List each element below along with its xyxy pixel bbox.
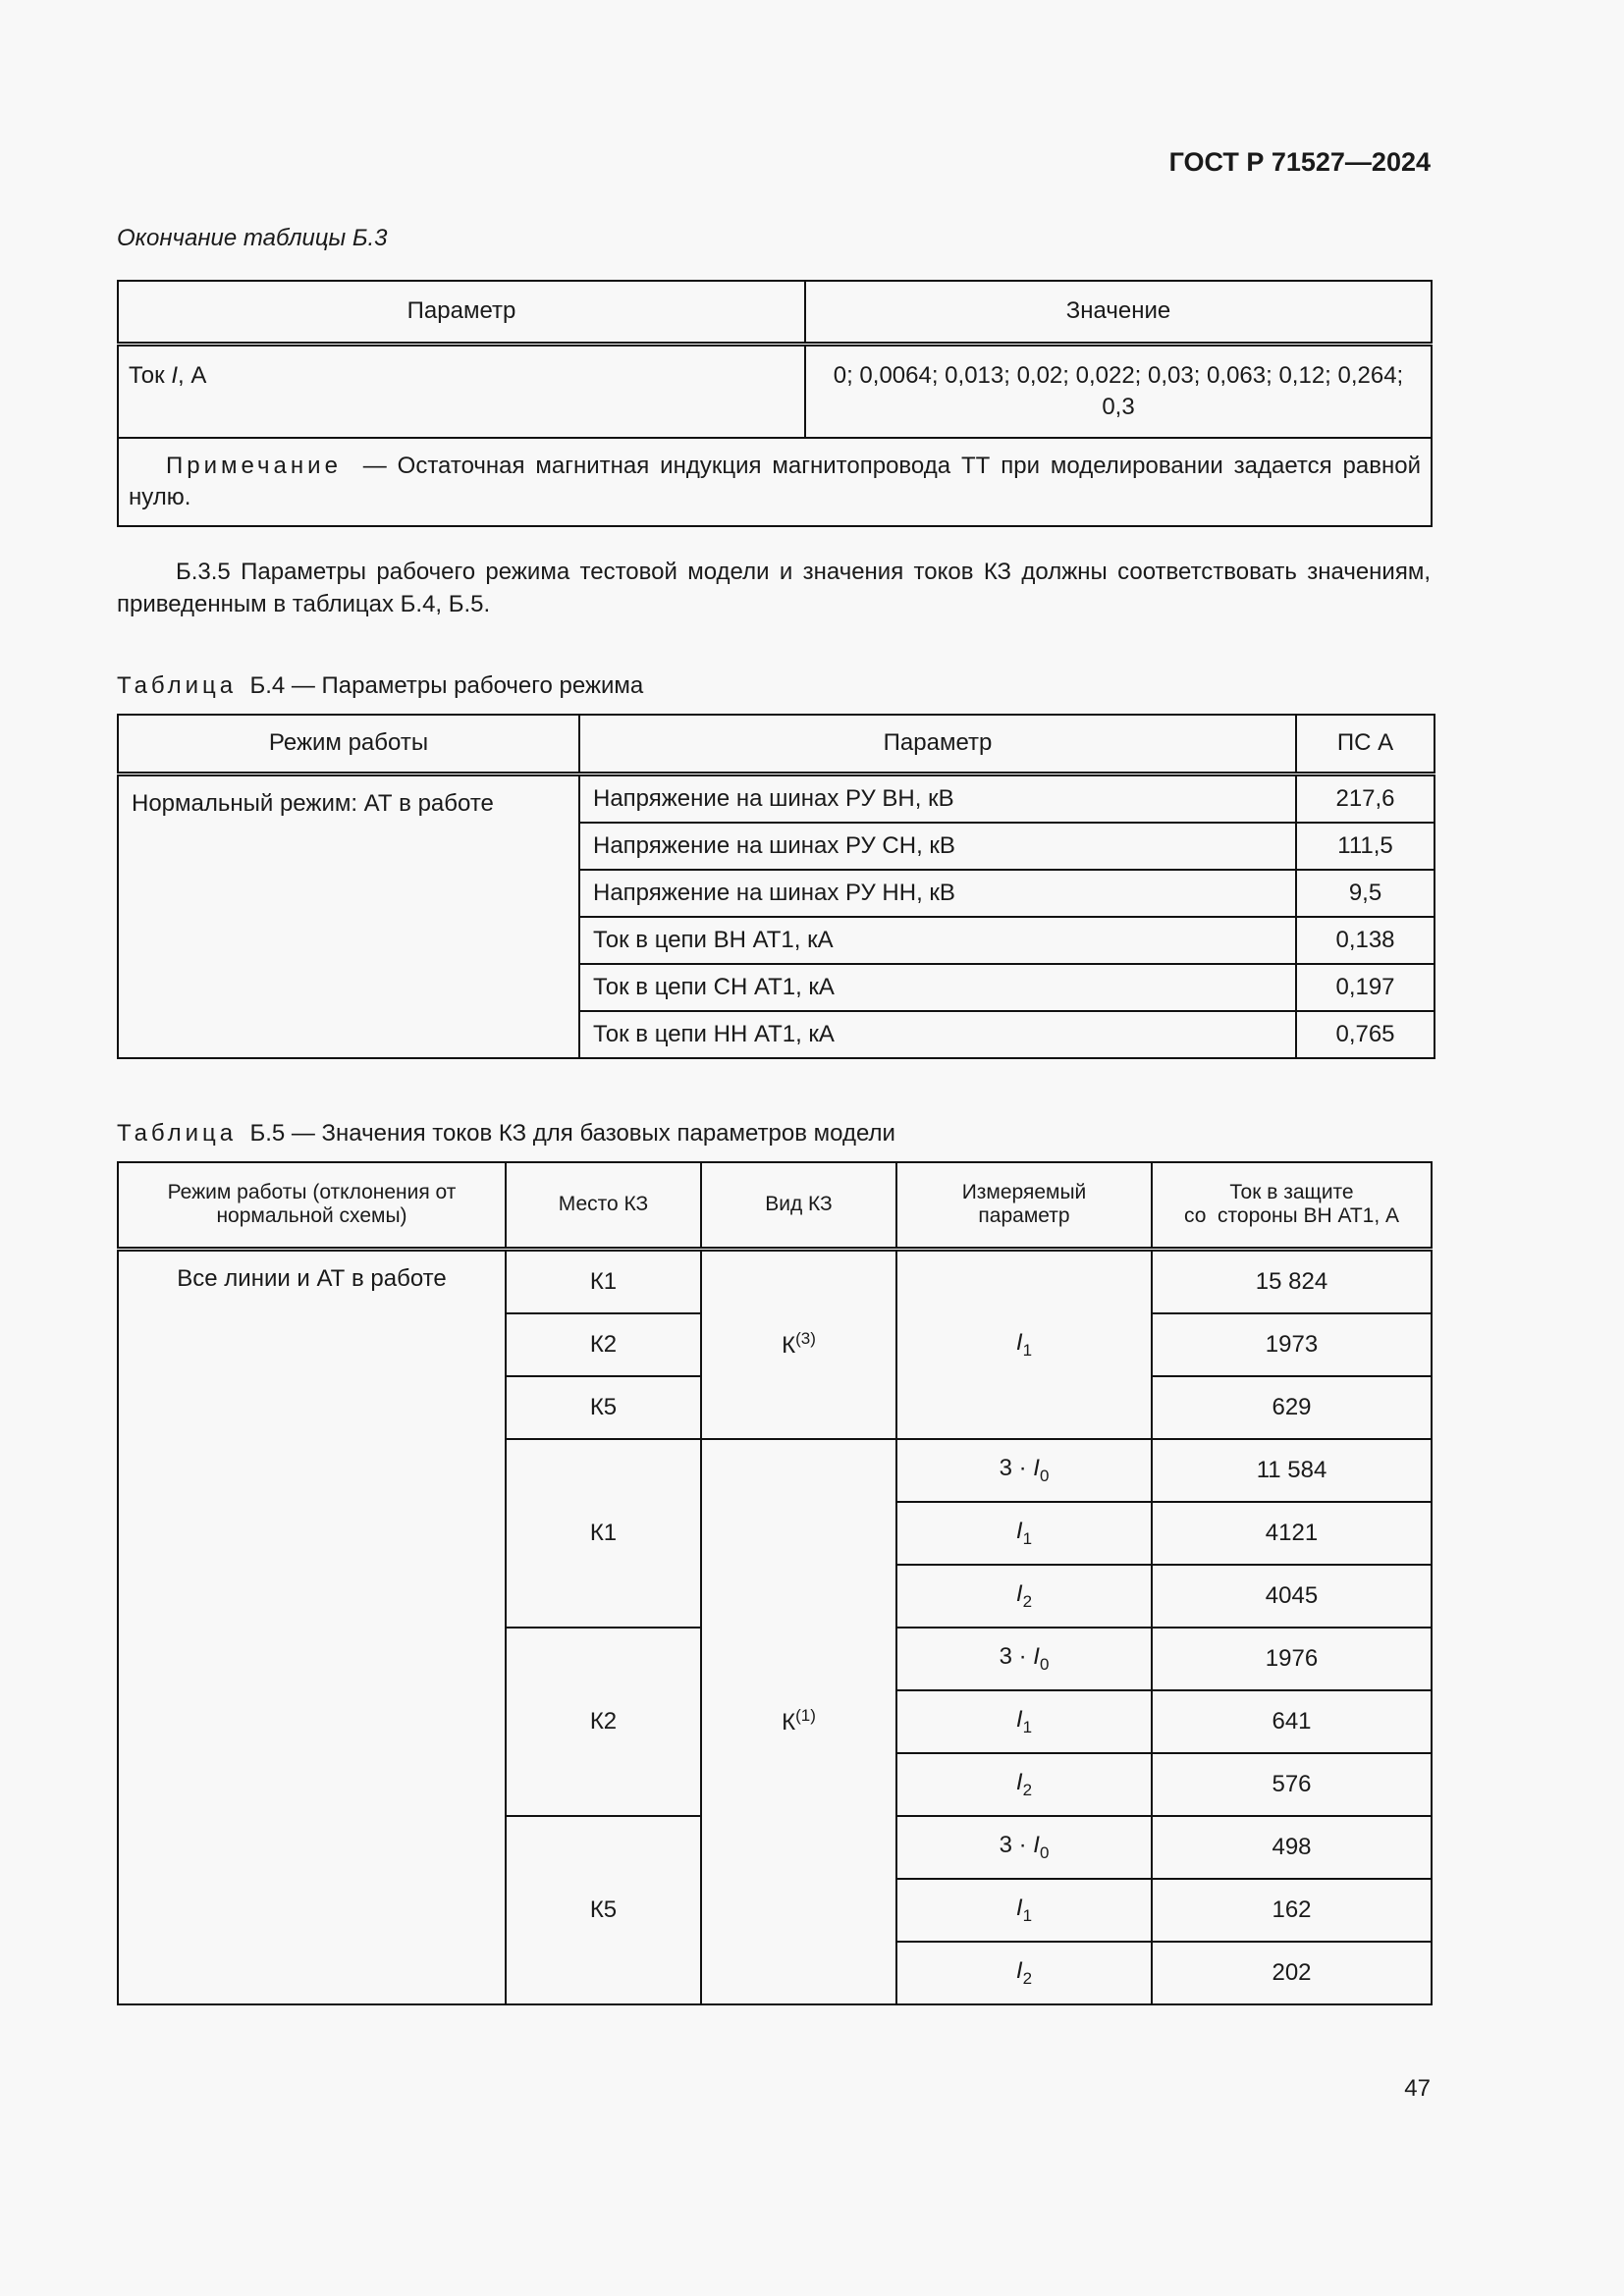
table-b5-place: К1	[506, 1439, 701, 1628]
table-b3-header-value: Значение	[805, 281, 1432, 344]
table-b5-value: 629	[1152, 1376, 1432, 1439]
table-b3-note: Примечание — Остаточная магнитная индукция магнитопровода ТТ при моделировании задается равной нулю.	[118, 438, 1432, 526]
table-cell-value: 217,6	[1296, 774, 1435, 823]
table-b3-value-cell: 0; 0,0064; 0,013; 0,02; 0,022; 0,03; 0,063; 0,12; 0,264; 0,3	[805, 344, 1432, 438]
table-b5-place: К2	[506, 1313, 701, 1376]
standard-number: ГОСТ Р 71527—2024	[1168, 147, 1431, 177]
table-b5-value: 498	[1152, 1816, 1432, 1879]
table-b5-place: К5	[506, 1376, 701, 1439]
table-b5-value: 11 584	[1152, 1439, 1432, 1502]
table-b5-header-kind: Вид КЗ	[701, 1162, 896, 1249]
table-row: Ток в цепи НН АТ1, кА	[579, 1011, 1296, 1058]
table-row: Напряжение на шинах РУ НН, кВ	[579, 870, 1296, 917]
paragraph-b35: Б.3.5 Параметры рабочего режима тестовой модели и значения токов КЗ должны соответствовать значениям, приведенным в таблицах Б.4, Б.5.	[117, 559, 1431, 617]
table-b5-measured: $I_1$	[896, 1690, 1152, 1753]
table-b5-measured-i1: $I_1$	[896, 1249, 1152, 1439]
table-b5-value: 4121	[1152, 1502, 1432, 1565]
table-cell-value: 111,5	[1296, 823, 1435, 870]
table-b4-header-mode: Режим работы	[118, 715, 579, 774]
table-b5-caption: Таблица Б.5 — Значения токов КЗ для базовых параметров модели	[117, 1120, 895, 1147]
table-b5-value: 202	[1152, 1942, 1432, 2004]
table-row: Напряжение на шинах РУ СН, кВ	[579, 823, 1296, 870]
table-cell-value: 0,197	[1296, 964, 1435, 1011]
table-b5-value: 641	[1152, 1690, 1432, 1753]
table-b3-header-parameter: Параметр	[118, 281, 805, 344]
table-b5-header-measured: Измеряемый параметр	[896, 1162, 1152, 1249]
table-b5-header-mode: Режим работы (отклонения от нормальной схемы)	[118, 1162, 506, 1249]
table-b5-measured: $I_2$	[896, 1942, 1152, 2004]
table-b4-mode-cell: Нормальный режим: АТ в работе	[118, 774, 579, 1058]
table-cell-value: 0,138	[1296, 917, 1435, 964]
table-b5-measured: $I_1$	[896, 1879, 1152, 1942]
table-b4	[117, 714, 1435, 1059]
table-row: Напряжение на шинах РУ ВН, кВ	[579, 774, 1296, 823]
table-b5-kind-k1: $К^{(1)}$	[701, 1439, 896, 2004]
table-cell-value: 9,5	[1296, 870, 1435, 917]
table-b5-value: 576	[1152, 1753, 1432, 1816]
table-b5-value: 1976	[1152, 1628, 1432, 1690]
table-b4-header-ps: ПС А	[1296, 715, 1435, 774]
table-cell-value: 0,765	[1296, 1011, 1435, 1058]
table-b5-header-place: Место КЗ	[506, 1162, 701, 1249]
table-b5-measured: $3 \cdot I_0$	[896, 1439, 1152, 1502]
table-b3	[117, 280, 1433, 527]
table-b5-value: 162	[1152, 1879, 1432, 1942]
table-b5-mode-cell: Все линии и АТ в работе	[118, 1249, 506, 2004]
table-b5-header-current: Ток в защите со стороны ВН АТ1, А	[1152, 1162, 1432, 1249]
table-b4-caption: Таблица Б.4 — Параметры рабочего режима	[117, 672, 644, 699]
table-b5-value: 15 824	[1152, 1249, 1432, 1313]
table-b5-value: 1973	[1152, 1313, 1432, 1376]
table-b4-header-parameter: Параметр	[579, 715, 1296, 774]
table-b5-place: К1	[506, 1249, 701, 1313]
table-b5-place: К2	[506, 1628, 701, 1816]
table-b5-measured: $3 \cdot I_0$	[896, 1628, 1152, 1690]
page-number: 47	[1404, 2075, 1431, 2102]
table-row: Ток в цепи СН АТ1, кА	[579, 964, 1296, 1011]
table-b5-kind-k3: $К^{(3)}$	[701, 1249, 896, 1439]
table-row: Ток в цепи ВН АТ1, кА	[579, 917, 1296, 964]
table-b5-measured: $I_2$	[896, 1753, 1152, 1816]
table-b5-measured: $I_2$	[896, 1565, 1152, 1628]
table-b5-measured: $I_1$	[896, 1502, 1152, 1565]
table-b3-param-cell: Ток I, А	[118, 344, 805, 438]
table-b5-value: 4045	[1152, 1565, 1432, 1628]
table-b5	[117, 1161, 1433, 2005]
table-b3-caption: Окончание таблицы Б.3	[117, 225, 388, 251]
table-b5-place: К5	[506, 1816, 701, 2004]
table-b5-measured: $3 \cdot I_0$	[896, 1816, 1152, 1879]
